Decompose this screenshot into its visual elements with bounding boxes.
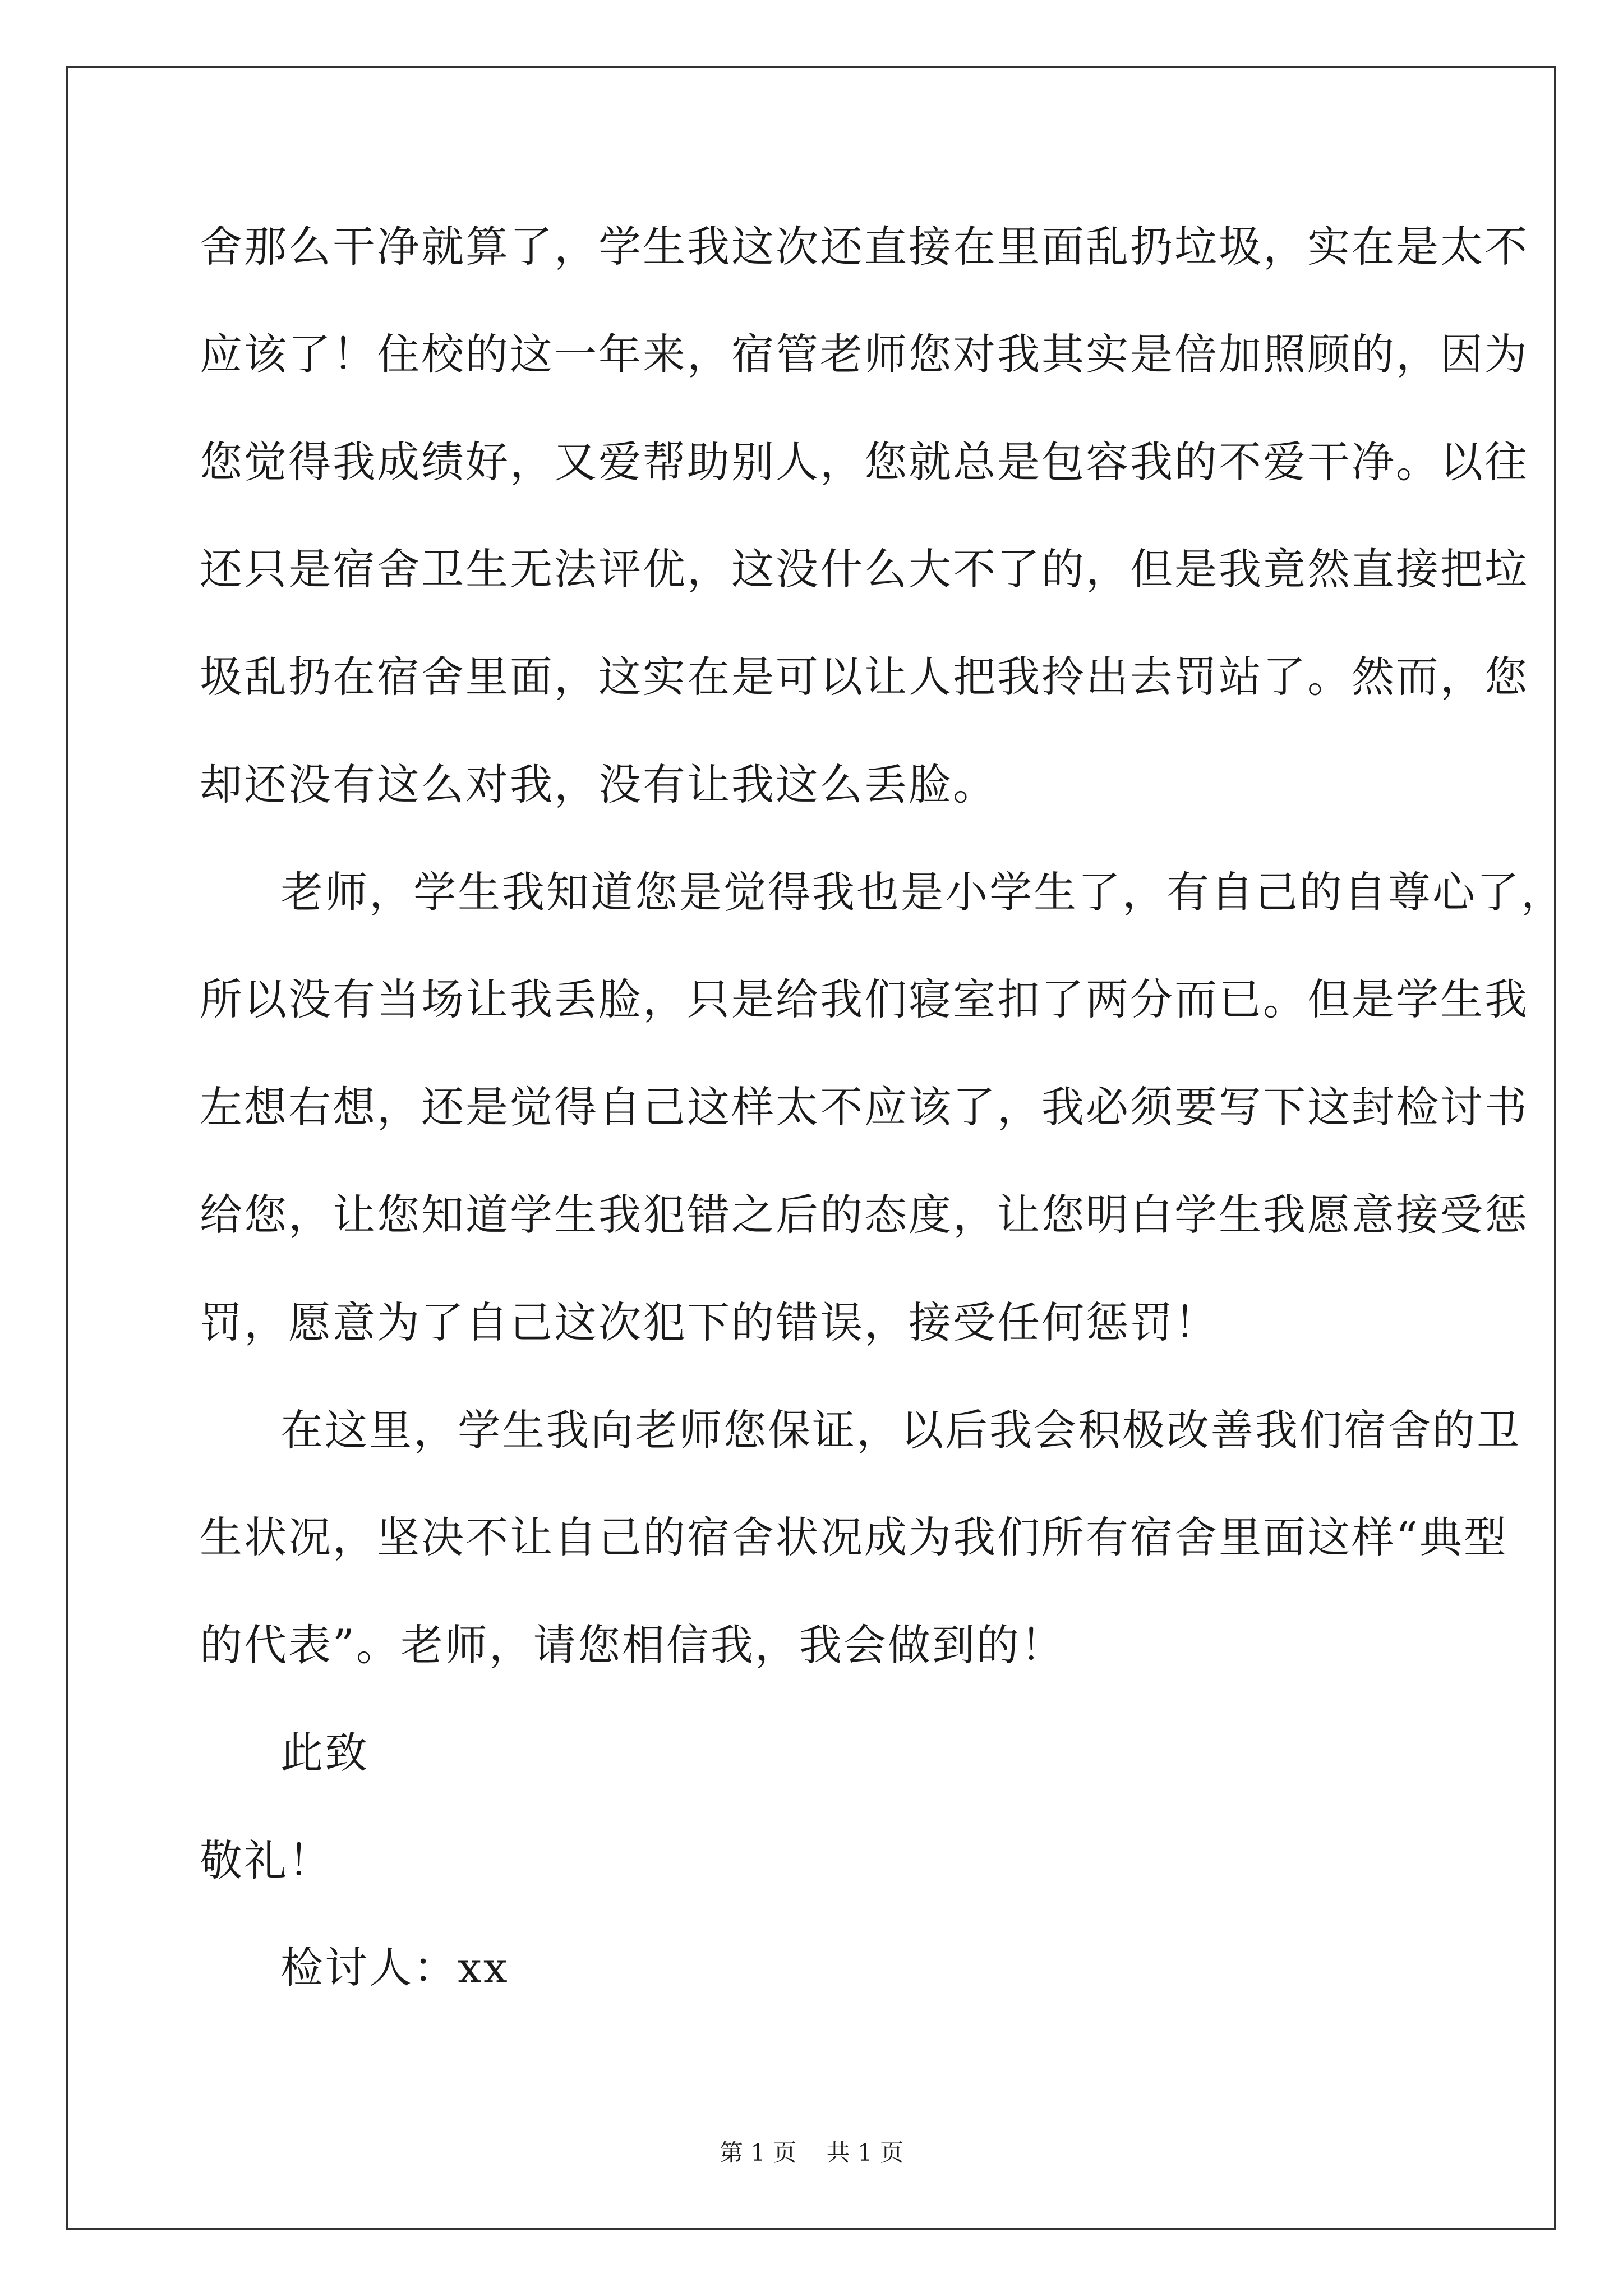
body-line: 您觉得我成绩好，又爱帮助别人，您就总是包容我的不爱干净。以往: [200, 437, 1529, 487]
closing-regards: 敬礼！: [200, 1835, 333, 1885]
body-line: 的代表”。老师，请您相信我，我会做到的！: [200, 1620, 1065, 1670]
closing-salutation: 此致: [280, 1728, 369, 1778]
body-line: 所以没有当场让我丢脸，只是给我们寝室扣了两分而已。但是学生我: [200, 974, 1529, 1024]
body-line: 罚，愿意为了自己这次犯下的错误，接受任何惩罚！: [200, 1297, 1219, 1347]
body-line: 舍那么干净就算了，学生我这次还直接在里面乱扔垃圾，实在是太不: [200, 222, 1529, 272]
body-line: 给您，让您知道学生我犯错之后的态度，让您明白学生我愿意接受惩: [200, 1190, 1529, 1240]
page-frame: [66, 66, 1556, 2230]
body-line: 老师，学生我知道您是觉得我也是小学生了，有自己的自尊心了，: [280, 867, 1565, 917]
body-line: 却还没有这么对我，没有让我这么丢脸。: [200, 760, 997, 809]
body-line: 生状况，坚决不让自己的宿舍状况成为我们所有宿舍里面这样“典型: [200, 1512, 1508, 1562]
body-line: 应该了！住校的这一年来，宿管老师您对我其实是倍加照顾的，因为: [200, 329, 1529, 379]
page-number-footer: 第 1 页 共 1 页: [719, 2139, 904, 2166]
body-line: 圾乱扔在宿舍里面，这实在是可以让人把我拎出去罚站了。然而，您: [200, 652, 1529, 702]
signature-line: 检讨人：xx: [280, 1943, 509, 1993]
body-line: 左想右想，还是觉得自己这样太不应该了，我必须要写下这封检讨书: [200, 1082, 1529, 1132]
body-line: 在这里，学生我向老师您保证，以后我会积极改善我们宿舍的卫: [280, 1405, 1521, 1455]
body-line: 还只是宿舍卫生无法评优，这没什么大不了的，但是我竟然直接把垃: [200, 544, 1529, 594]
